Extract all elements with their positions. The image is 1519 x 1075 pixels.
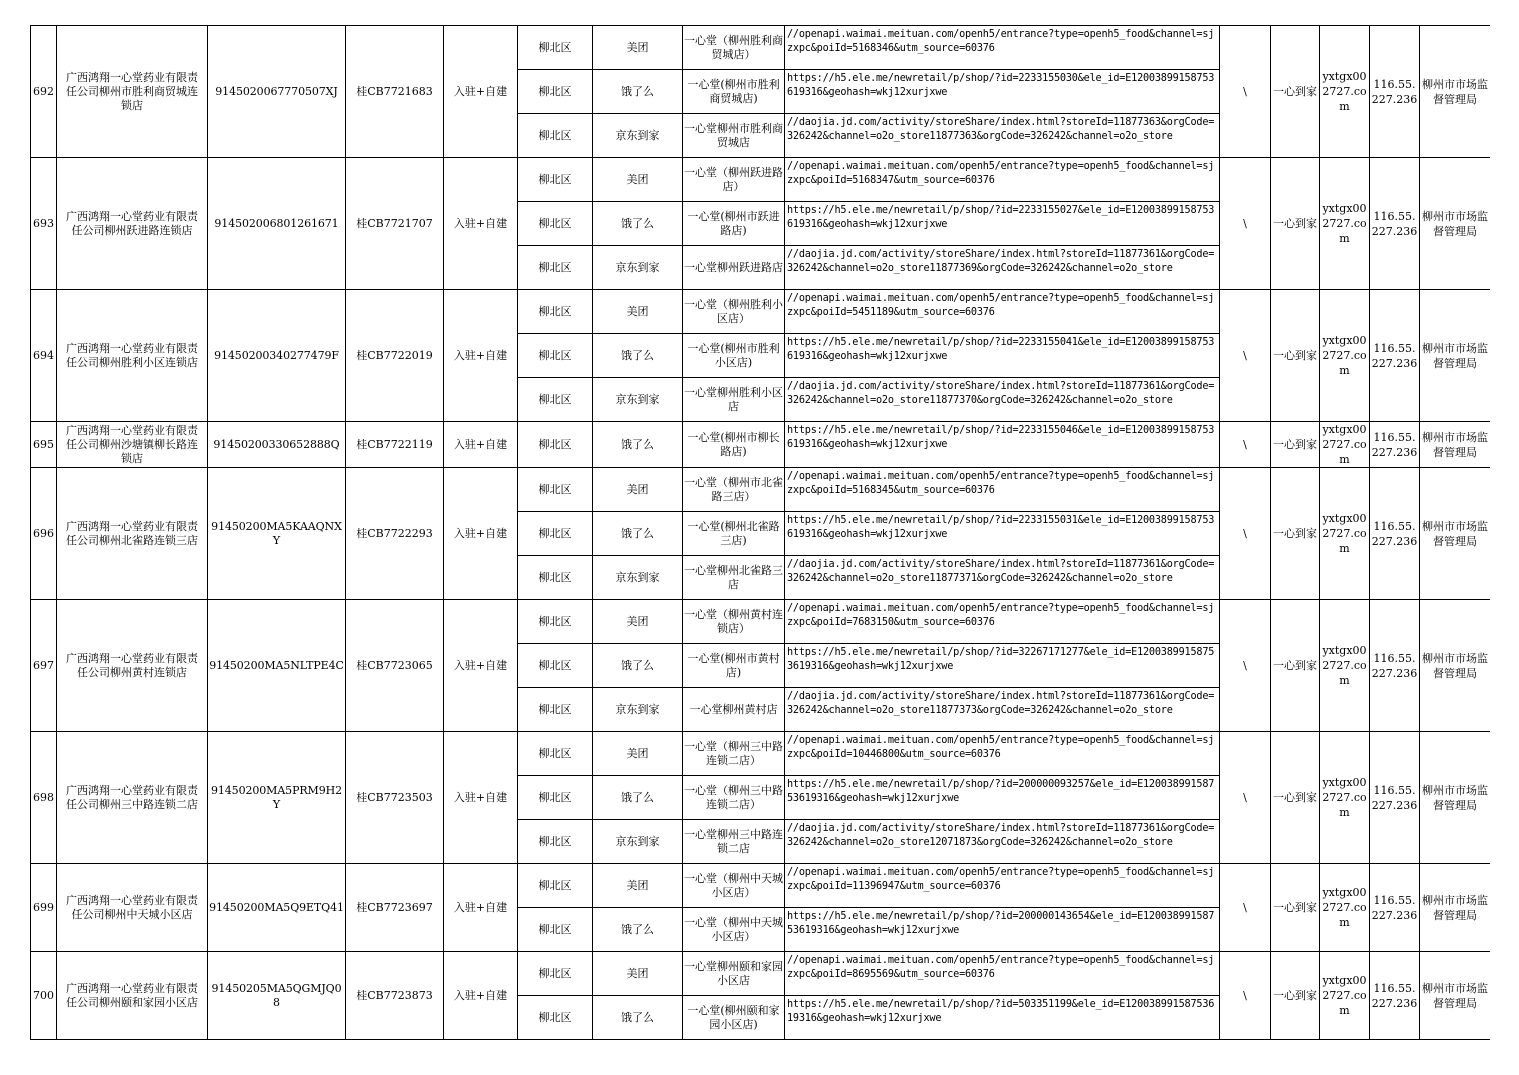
records-sheet — [30, 25, 1490, 1053]
credit-code-cell: 91450200MA5Q9ETQ41 — [208, 864, 346, 952]
platform-cell: 饿了么 — [593, 512, 683, 556]
store-url-cell: https://h5.ele.me/newretail/p/shop/?id=32267171277&ele_id=E12003899158753619316&geohash=wkj12xurjxwe — [785, 644, 1220, 688]
platform-cell: 饿了么 — [593, 422, 683, 468]
ip-address-cell: 116.55.227.236 — [1370, 468, 1420, 600]
table-row — [31, 468, 1491, 512]
slash-cell: \ — [1220, 468, 1271, 600]
credit-code-cell: 91450200MA5NLTPE4C — [208, 600, 346, 732]
store-url-cell: //daojia.jd.com/activity/storeShare/index.html?storeId=11877361&orgCode=326242&channel=o2o_store11877373&orgCode=326242&channel=o2o_store — [785, 688, 1220, 732]
store-url-cell: https://h5.ele.me/newretail/p/shop/?id=200000143654&ele_id=E12003899158753619316&geohash=wkj12xurjxwe — [785, 908, 1220, 952]
store-name-cell: 一心堂(柳州颐和家园小区店) — [683, 996, 785, 1040]
district-cell: 柳北区 — [518, 512, 593, 556]
table-row — [31, 864, 1491, 908]
platform-cell: 饿了么 — [593, 70, 683, 114]
district-cell: 柳北区 — [518, 26, 593, 70]
platform-cell: 美团 — [593, 290, 683, 334]
slash-cell: \ — [1220, 864, 1271, 952]
operation-mode-cell: 入驻+自建 — [444, 600, 518, 732]
store-name-cell: 一心堂（柳州胜利小区店） — [683, 290, 785, 334]
store-name-cell: 一心堂(柳州市胜利商贸城店) — [683, 70, 785, 114]
license-number-cell: 桂CB7723873 — [346, 952, 444, 1040]
slash-cell: \ — [1220, 952, 1271, 1040]
ip-address-cell: 116.55.227.236 — [1370, 952, 1420, 1040]
store-url-cell: https://h5.ele.me/newretail/p/shop/?id=503351199&ele_id=E12003899158753619316&geohash=wkj12xurjxwe — [785, 996, 1220, 1040]
company-name-cell: 广西鸿翔一心堂药业有限责任公司柳州颐和家园小区店 — [57, 952, 208, 1040]
platform-cell: 京东到家 — [593, 688, 683, 732]
app-name-cell: 一心到家 — [1271, 600, 1320, 732]
operation-mode-cell: 入驻+自建 — [444, 952, 518, 1040]
operation-mode-cell: 入驻+自建 — [444, 158, 518, 290]
platform-cell: 美团 — [593, 952, 683, 996]
ip-address-cell: 116.55.227.236 — [1370, 158, 1420, 290]
credit-code-cell: 9145020034027747​9F — [208, 290, 346, 422]
store-name-cell: 一心堂柳州黄村店 — [683, 688, 785, 732]
company-name-cell: 广西鸿翔一心堂药业有限责任公司柳州跃进路连锁店 — [57, 158, 208, 290]
district-cell: 柳北区 — [518, 158, 593, 202]
domain-cell: yxtgx002727.com — [1320, 864, 1370, 952]
store-url-cell: //daojia.jd.com/activity/storeShare/index.html?storeId=11877361&orgCode=326242&channel=o2o_store11877371&orgCode=326242&channel=o2o_store — [785, 556, 1220, 600]
district-cell: 柳北区 — [518, 952, 593, 996]
store-name-cell: 一心堂（柳州中天城小区店） — [683, 908, 785, 952]
records-table — [30, 25, 1490, 1040]
credit-code-cell: 9145020067770507XJ — [208, 26, 346, 158]
record-number-cell: 694 — [31, 290, 57, 422]
app-name-cell: 一心到家 — [1271, 732, 1320, 864]
district-cell: 柳北区 — [518, 202, 593, 246]
ip-address-cell: 116.55.227.236 — [1370, 600, 1420, 732]
store-name-cell: 一心堂（柳州黄村连锁店） — [683, 600, 785, 644]
store-url-cell: //openapi.waimai.meituan.com/openh5/entrance?type=openh5_food&channel=sjzxpc&poiId=11396947&utm_source=60376 — [785, 864, 1220, 908]
store-url-cell: //daojia.jd.com/activity/storeShare/index.html?storeId=11877361&orgCode=326242&channel=o2o_store12071873&orgCode=326242&channel=o2o_store — [785, 820, 1220, 864]
record-number-cell: 699 — [31, 864, 57, 952]
store-name-cell: 一心堂（柳州中天城小区店） — [683, 864, 785, 908]
store-url-cell: https://h5.ele.me/newretail/p/shop/?id=2233155046&ele_id=E12003899158753619316&geohash=wkj12xurjxwe — [785, 422, 1220, 468]
license-number-cell: 桂CB7721707 — [346, 158, 444, 290]
company-name-cell: 广西鸿翔一心堂药业有限责任公司柳州中天城小区店 — [57, 864, 208, 952]
license-number-cell: 桂CB7723503 — [346, 732, 444, 864]
license-number-cell: 桂CB7722119 — [346, 422, 444, 468]
operation-mode-cell: 入驻+自建 — [444, 864, 518, 952]
domain-cell: yxtgx002727.com — [1320, 290, 1370, 422]
store-url-cell: //daojia.jd.com/activity/storeShare/index.html?storeId=11877361&orgCode=326242&channel=o2o_store11877369&orgCode=326242&channel=o2o_store — [785, 246, 1220, 290]
platform-cell: 美团 — [593, 26, 683, 70]
app-name-cell: 一心到家 — [1271, 952, 1320, 1040]
store-url-cell: //openapi.waimai.meituan.com/openh5/entrance?type=openh5_food&channel=sjzxpc&poiId=5168346&utm_source=60376 — [785, 26, 1220, 70]
district-cell: 柳北区 — [518, 114, 593, 158]
domain-cell: yxtgx002727.com — [1320, 422, 1370, 468]
district-cell: 柳北区 — [518, 290, 593, 334]
record-number-cell: 697 — [31, 600, 57, 732]
store-name-cell: 一心堂（柳州三中路连锁二店） — [683, 732, 785, 776]
license-number-cell: 桂CB7722019 — [346, 290, 444, 422]
store-name-cell: 一心堂柳州市胜利商贸城店 — [683, 114, 785, 158]
store-url-cell: https://h5.ele.me/newretail/p/shop/?id=200000093257&ele_id=E12003899158753619316&geohash=wkj12xurjxwe — [785, 776, 1220, 820]
store-name-cell: 一心堂（柳州跃进路店） — [683, 158, 785, 202]
slash-cell: \ — [1220, 732, 1271, 864]
district-cell: 柳北区 — [518, 556, 593, 600]
store-url-cell: https://h5.ele.me/newretail/p/shop/?id=2233155041&ele_id=E12003899158753619316&geohash=wkj12xurjxwe — [785, 334, 1220, 378]
authority-cell: 柳州市市场监督管理局 — [1420, 158, 1491, 290]
operation-mode-cell: 入驻+自建 — [444, 468, 518, 600]
license-number-cell: 桂CB7723697 — [346, 864, 444, 952]
ip-address-cell: 116.55.227.236 — [1370, 26, 1420, 158]
ip-address-cell: 116.55.227.236 — [1370, 290, 1420, 422]
platform-cell: 京东到家 — [593, 246, 683, 290]
credit-code-cell: 91450200MA5PRM9H2Y — [208, 732, 346, 864]
store-name-cell: 一心堂（柳州市北雀路三店） — [683, 468, 785, 512]
table-row — [31, 26, 1491, 70]
store-url-cell: https://h5.ele.me/newretail/p/shop/?id=2233155027&ele_id=E12003899158753619316&geohash=wkj12xurjxwe — [785, 202, 1220, 246]
license-number-cell: 桂CB7722293 — [346, 468, 444, 600]
district-cell: 柳北区 — [518, 644, 593, 688]
platform-cell: 饿了么 — [593, 776, 683, 820]
authority-cell: 柳州市市场监督管理局 — [1420, 600, 1491, 732]
store-url-cell: //daojia.jd.com/activity/storeShare/index.html?storeId=11877361&orgCode=326242&channel=o2o_store11877370&orgCode=326242&channel=o2o_store — [785, 378, 1220, 422]
district-cell: 柳北区 — [518, 378, 593, 422]
authority-cell: 柳州市市场监督管理局 — [1420, 26, 1491, 158]
district-cell: 柳北区 — [518, 996, 593, 1040]
platform-cell: 饿了么 — [593, 644, 683, 688]
slash-cell: \ — [1220, 290, 1271, 422]
store-url-cell: //openapi.waimai.meituan.com/openh5/entrance?type=openh5_food&channel=sjzxpc&poiId=5168345&utm_source=60376 — [785, 468, 1220, 512]
record-number-cell: 698 — [31, 732, 57, 864]
domain-cell: yxtgx002727.com — [1320, 600, 1370, 732]
record-number-cell: 695 — [31, 422, 57, 468]
store-name-cell: 一心堂(柳州市胜利小区店) — [683, 334, 785, 378]
district-cell: 柳北区 — [518, 688, 593, 732]
ip-address-cell: 116.55.227.236 — [1370, 422, 1420, 468]
platform-cell: 美团 — [593, 468, 683, 512]
record-number-cell: 693 — [31, 158, 57, 290]
record-number-cell: 692 — [31, 26, 57, 158]
district-cell: 柳北区 — [518, 820, 593, 864]
table-row — [31, 422, 1491, 468]
store-name-cell: 一心堂柳州北雀路三店 — [683, 556, 785, 600]
store-name-cell: 一心堂(柳州市柳长路店) — [683, 422, 785, 468]
operation-mode-cell: 入驻+自建 — [444, 290, 518, 422]
store-name-cell: 一心堂柳州胜利小区店 — [683, 378, 785, 422]
authority-cell: 柳州市市场监督管理局 — [1420, 952, 1491, 1040]
slash-cell: \ — [1220, 158, 1271, 290]
platform-cell: 美团 — [593, 864, 683, 908]
platform-cell: 饿了么 — [593, 996, 683, 1040]
record-number-cell: 700 — [31, 952, 57, 1040]
slash-cell: \ — [1220, 422, 1271, 468]
platform-cell: 京东到家 — [593, 556, 683, 600]
platform-cell: 饿了么 — [593, 202, 683, 246]
table-row — [31, 732, 1491, 776]
platform-cell: 饿了么 — [593, 334, 683, 378]
slash-cell: \ — [1220, 26, 1271, 158]
app-name-cell: 一心到家 — [1271, 158, 1320, 290]
app-name-cell: 一心到家 — [1271, 864, 1320, 952]
credit-code-cell: 91450200330652888Q — [208, 422, 346, 468]
platform-cell: 美团 — [593, 600, 683, 644]
store-name-cell: 一心堂（柳州胜利商贸城店） — [683, 26, 785, 70]
store-name-cell: 一心堂(柳州市跃进路店) — [683, 202, 785, 246]
store-url-cell: //openapi.waimai.meituan.com/openh5/entrance?type=openh5_food&channel=sjzxpc&poiId=8695569&utm_source=60376 — [785, 952, 1220, 996]
operation-mode-cell: 入驻+自建 — [444, 732, 518, 864]
district-cell: 柳北区 — [518, 468, 593, 512]
platform-cell: 美团 — [593, 732, 683, 776]
slash-cell: \ — [1220, 600, 1271, 732]
table-row — [31, 600, 1491, 644]
platform-cell: 京东到家 — [593, 114, 683, 158]
district-cell: 柳北区 — [518, 864, 593, 908]
domain-cell: yxtgx002727.com — [1320, 158, 1370, 290]
app-name-cell: 一心到家 — [1271, 422, 1320, 468]
authority-cell: 柳州市市场监督管理局 — [1420, 732, 1491, 864]
operation-mode-cell: 入驻+自建 — [444, 422, 518, 468]
app-name-cell: 一心到家 — [1271, 468, 1320, 600]
store-name-cell: 一心堂（柳州三中路连锁二店） — [683, 776, 785, 820]
district-cell: 柳北区 — [518, 908, 593, 952]
district-cell: 柳北区 — [518, 70, 593, 114]
store-url-cell: https://h5.ele.me/newretail/p/shop/?id=2233155030&ele_id=E12003899158753619316&geohash=wkj12xurjxwe — [785, 70, 1220, 114]
domain-cell: yxtgx002727.com — [1320, 732, 1370, 864]
district-cell: 柳北区 — [518, 422, 593, 468]
records-table-body — [31, 26, 1491, 1040]
app-name-cell: 一心到家 — [1271, 290, 1320, 422]
store-url-cell: //daojia.jd.com/activity/storeShare/index.html?storeId=11877363&orgCode=326242&channel=o2o_store11877363&orgCode=326242&channel=o2o_store — [785, 114, 1220, 158]
store-name-cell: 一心堂柳州颐和家园小区店 — [683, 952, 785, 996]
district-cell: 柳北区 — [518, 776, 593, 820]
company-name-cell: 广西鸿翔一心堂药业有限责任公司柳州三中路连锁二店 — [57, 732, 208, 864]
authority-cell: 柳州市市场监督管理局 — [1420, 422, 1491, 468]
credit-code-cell: 91450200MA5KAAQNXY — [208, 468, 346, 600]
district-cell: 柳北区 — [518, 334, 593, 378]
ip-address-cell: 116.55.227.236 — [1370, 864, 1420, 952]
company-name-cell: 广西鸿翔一心堂药业有限责任公司柳州市胜利商贸城连锁店 — [57, 26, 208, 158]
operation-mode-cell: 入驻+自建 — [444, 26, 518, 158]
company-name-cell: 广西鸿翔一心堂药业有限责任公司柳州北雀路连锁三店 — [57, 468, 208, 600]
table-row — [31, 952, 1491, 996]
domain-cell: yxtgx002727.com — [1320, 952, 1370, 1040]
store-url-cell: //openapi.waimai.meituan.com/openh5/entrance?type=openh5_food&channel=sjzxpc&poiId=7683150&utm_source=60376 — [785, 600, 1220, 644]
company-name-cell: 广西鸿翔一心堂药业有限责任公司柳州沙塘镇柳长路连锁店 — [57, 422, 208, 468]
store-url-cell: //openapi.waimai.meituan.com/openh5/entrance?type=openh5_food&channel=sjzxpc&poiId=10446800&utm_source=60376 — [785, 732, 1220, 776]
table-row — [31, 158, 1491, 202]
authority-cell: 柳州市市场监督管理局 — [1420, 864, 1491, 952]
license-number-cell: 桂CB7721683 — [346, 26, 444, 158]
app-name-cell: 一心到家 — [1271, 26, 1320, 158]
domain-cell: yxtgx002727.com — [1320, 26, 1370, 158]
company-name-cell: 广西鸿翔一心堂药业有限责任公司柳州黄村连锁店 — [57, 600, 208, 732]
district-cell: 柳北区 — [518, 246, 593, 290]
credit-code-cell: 914502006801261671 — [208, 158, 346, 290]
store-name-cell: 一心堂柳州跃进路店 — [683, 246, 785, 290]
ip-address-cell: 116.55.227.236 — [1370, 732, 1420, 864]
store-url-cell: //openapi.waimai.meituan.com/openh5/entrance?type=openh5_food&channel=sjzxpc&poiId=5168347&utm_source=60376 — [785, 158, 1220, 202]
store-name-cell: 一心堂(柳州北雀路三店) — [683, 512, 785, 556]
record-number-cell: 696 — [31, 468, 57, 600]
store-url-cell: //openapi.waimai.meituan.com/openh5/entrance?type=openh5_food&channel=sjzxpc&poiId=5451189&utm_source=60376 — [785, 290, 1220, 334]
store-name-cell: 一心堂(柳州市黄村店) — [683, 644, 785, 688]
table-row — [31, 290, 1491, 334]
authority-cell: 柳州市市场监督管理局 — [1420, 290, 1491, 422]
store-name-cell: 一心堂柳州三中路连锁二店 — [683, 820, 785, 864]
district-cell: 柳北区 — [518, 732, 593, 776]
platform-cell: 饿了么 — [593, 908, 683, 952]
platform-cell: 京东到家 — [593, 378, 683, 422]
platform-cell: 京东到家 — [593, 820, 683, 864]
district-cell: 柳北区 — [518, 600, 593, 644]
store-url-cell: https://h5.ele.me/newretail/p/shop/?id=2233155031&ele_id=E12003899158753619316&geohash=wkj12xurjxwe — [785, 512, 1220, 556]
credit-code-cell: 91450205MA5QGMJQ08 — [208, 952, 346, 1040]
platform-cell: 美团 — [593, 158, 683, 202]
domain-cell: yxtgx002727.com — [1320, 468, 1370, 600]
authority-cell: 柳州市市场监督管理局 — [1420, 468, 1491, 600]
license-number-cell: 桂CB7723065 — [346, 600, 444, 732]
company-name-cell: 广西鸿翔一心堂药业有限责任公司柳州胜利小区连锁店 — [57, 290, 208, 422]
